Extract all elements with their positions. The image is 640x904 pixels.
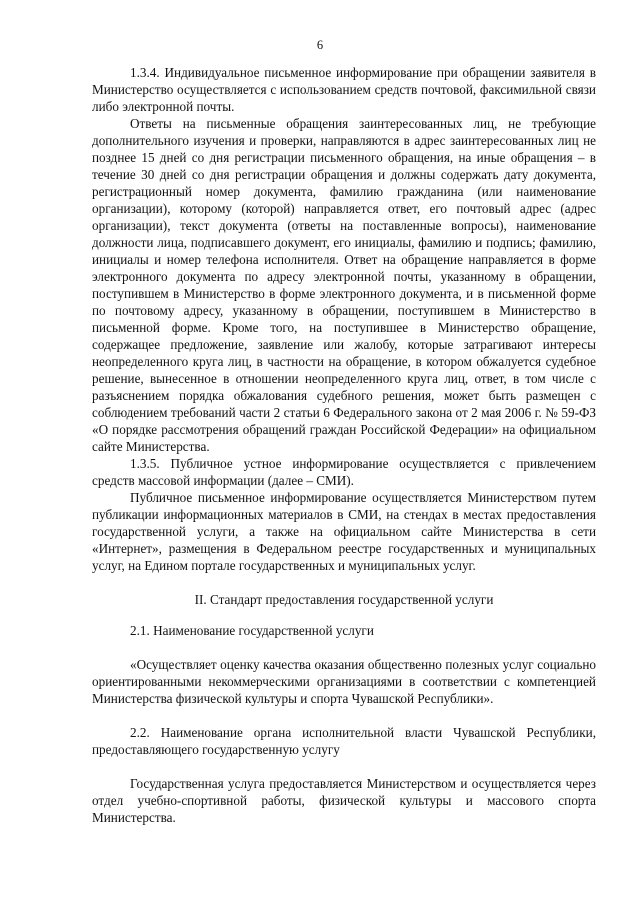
spacer <box>92 707 596 724</box>
spacer <box>92 608 596 622</box>
paragraph-2-2: 2.2. Наименование органа исполнительной власти Чувашской Республики, предоставляющего государственную услугу <box>92 725 596 757</box>
spacer <box>92 758 596 775</box>
paragraph-1-3-4: 1.3.4. Индивидуальное письменное информирование при обращении заявителя в Министерство осуществляется с использованием средств почтовой, факсимильной связи либо электронной почты. <box>92 65 596 114</box>
paragraph-service-provider: Государственная услуга предоставляется Министерством и осуществляется через отдел учебно-спортивной работы, физической культуры и массового спорта Министерства. <box>92 776 596 825</box>
paragraph-responses: Ответы на письменные обращения заинтересованных лиц, не требующие дополнительного изучения и проверки, направляются в адрес заинтересованных лиц не позднее 15 дней со дня регистрации письменного обращения, на иные обращения – в течение 30 дней со дня регистрации обращения и должны содержать дату документа, регистрационный номер документа, фамилию гражданина (или наименование организации), которому (которой) направляется ответ, его почтовый адрес (адрес организации), текст документа (ответы на поставленные вопросы), наименование должности лица, подписавшего документ, его инициалы, фамилию и подпись; фамилию, инициалы и номер телефона исполнителя. Ответ на обращение направляется в форме электронного документа по адресу электронной почты, указанному в обращении, поступившем в Министерство в форме электронного документа, и в письменной форме по почтовому адресу, указанному в обращении, поступившем в Министерство в письменной форме. Кроме того, на поступившее в Министерство обращение, содержащее предложение, заявление или жалобу, которые затрагивают интересы неопределенного круга лиц, в частности на обращение, в котором обжалуется судебное решение, вынесенное в отношении неопределенного круга лиц, ответ, в том числе с разъяснением порядка обжалования судебного решения, может быть размещен с соблюдением требований части 2 статьи 6 Федерального закона от 2 мая 2006 г. № 59-ФЗ «О порядке рассмотрения обращений граждан Российской Федерации» на официальном сайте Министерства. <box>92 116 596 454</box>
spacer <box>92 574 596 591</box>
paragraph-public-written: Публичное письменное информирование осуществляется Министерством путем публикации информационных материалов в СМИ, на стендах в местах предоставления государственной услуги, а также на официальном сайте Министерства в сети «Интернет», размещения в Федеральном реестре государственных и муниципальных услуг, на Едином портале государственных и муниципальных услуг. <box>92 490 596 573</box>
spacer <box>92 639 596 656</box>
section-heading: II. Стандарт предоставления государственной услуги <box>194 592 494 607</box>
page-number: 6 <box>316 38 324 52</box>
paragraph-1-3-5: 1.3.5. Публичное устное информирование осуществляется с привлечением средств массовой информации (далее – СМИ). <box>92 456 596 488</box>
paragraph-service-name: «Осуществляет оценку качества оказания общественно полезных услуг социально ориентированными некоммерческими организациями в соответствии с компетенцией Министерства физической культуры и спорта Чувашской Республики». <box>92 657 596 706</box>
document-body <box>92 64 596 826</box>
paragraph-2-1: 2.1. Наименование государственной услуги <box>130 623 374 638</box>
